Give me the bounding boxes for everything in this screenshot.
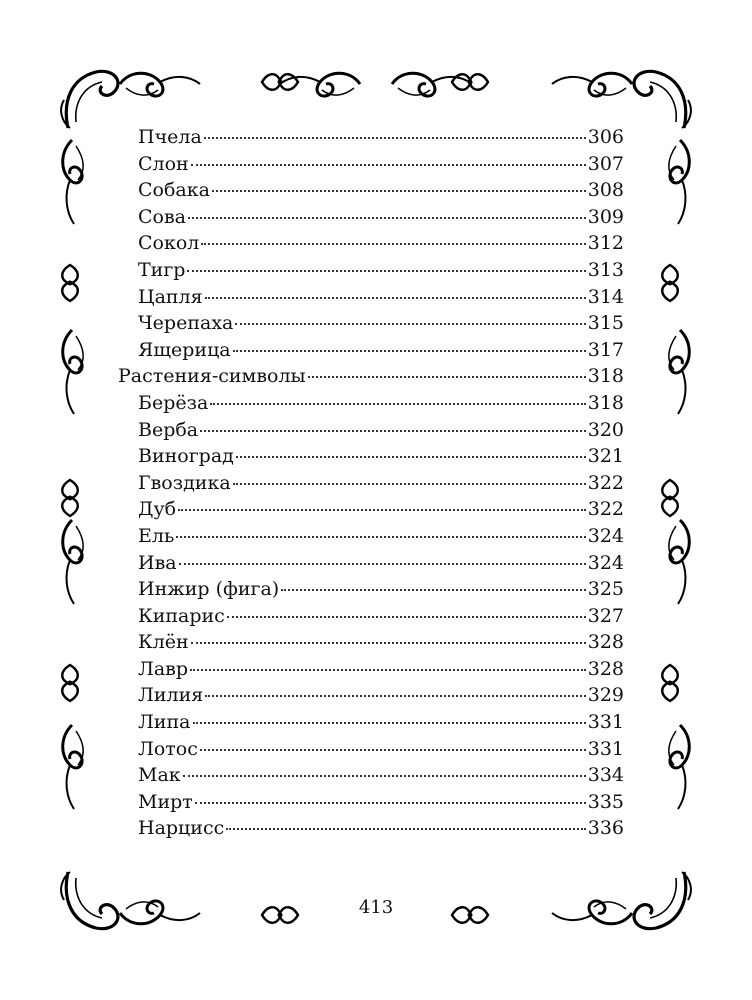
toc-page-number: 322	[587, 471, 624, 494]
toc-page-number: 320	[587, 418, 624, 441]
toc-entry	[118, 550, 624, 577]
toc-label: Дуб	[138, 498, 177, 521]
toc-page-number: 325	[587, 578, 624, 601]
toc-label: Мирт	[138, 790, 193, 813]
toc-label: Клён	[138, 631, 189, 654]
toc-page-number: 328	[587, 657, 624, 680]
toc-page-number: 334	[587, 764, 624, 787]
toc-entry	[118, 204, 624, 231]
dot-leader	[188, 217, 586, 219]
toc-label: Пчела	[138, 126, 202, 148]
dot-leader	[201, 243, 585, 245]
dot-leader	[190, 669, 586, 671]
toc-entry	[118, 337, 624, 364]
toc-entry	[118, 284, 624, 311]
toc-entry	[118, 124, 624, 151]
toc-entry	[118, 523, 624, 550]
toc-label: Ель	[138, 524, 175, 547]
dot-leader	[205, 297, 586, 299]
toc-entry	[118, 390, 624, 417]
toc-label: Верба	[138, 418, 199, 441]
toc-entry	[118, 443, 624, 470]
toc-page-number: 318	[587, 365, 624, 388]
toc-entry	[118, 736, 624, 763]
dot-leader	[191, 164, 586, 166]
toc-page-number: 315	[587, 312, 624, 335]
dot-leader	[226, 828, 586, 830]
toc-label: Сокол	[138, 232, 200, 255]
toc-label: Слон	[138, 152, 189, 175]
toc-page-number: 324	[587, 524, 624, 547]
toc-page-number: 331	[587, 711, 624, 734]
toc-label: Липа	[138, 711, 191, 734]
dot-leader	[193, 722, 586, 724]
toc-page-number: 329	[587, 684, 624, 707]
dot-leader	[233, 483, 586, 485]
dot-leader	[200, 749, 586, 751]
dot-leader	[183, 775, 586, 777]
toc-label: Берёза	[138, 391, 209, 414]
toc-page-number: 317	[587, 338, 624, 361]
toc-entry	[118, 230, 624, 257]
toc-label: Лотос	[138, 737, 198, 760]
toc-label: Виноград	[138, 445, 234, 468]
toc-label: Инжир (фига)	[138, 578, 280, 601]
toc-page-number: 314	[587, 285, 624, 308]
toc-page-number: 308	[587, 179, 624, 202]
toc-entry	[118, 576, 624, 603]
dot-leader	[227, 616, 586, 618]
toc-page-number: 331	[587, 737, 624, 760]
toc-page-number: 312	[587, 232, 624, 255]
dot-leader	[205, 695, 585, 697]
dot-leader	[236, 456, 586, 458]
toc-entry	[118, 417, 624, 444]
toc-label: Ящерица	[138, 338, 231, 361]
dot-leader	[187, 270, 585, 272]
toc-label: Собака	[138, 179, 210, 202]
dot-leader	[179, 563, 586, 565]
toc-label: Лавр	[138, 657, 189, 680]
toc-entry	[118, 762, 624, 789]
table-of-contents	[118, 124, 624, 842]
toc-label: Ива	[138, 551, 177, 574]
toc-page-number: 335	[587, 790, 624, 813]
page-number: 413	[358, 897, 394, 918]
toc-page-number: 328	[587, 631, 624, 654]
dot-leader	[191, 642, 586, 644]
toc-section-label: Растения-символы	[118, 365, 306, 388]
toc-page-number: 306	[587, 126, 624, 148]
toc-page-number: 313	[587, 258, 624, 281]
toc-entry	[118, 310, 624, 337]
toc-page-number: 318	[587, 391, 624, 414]
toc-label: Тигр	[138, 258, 186, 281]
toc-entry	[118, 470, 624, 497]
toc-page-number: 307	[587, 152, 624, 175]
toc-label: Кипарис	[138, 604, 225, 627]
toc-label: Лилия	[138, 684, 204, 707]
dot-leader	[195, 802, 586, 804]
dot-leader	[204, 137, 586, 139]
dot-leader	[210, 403, 585, 405]
toc-label: Цапля	[138, 285, 203, 308]
toc-label: Сова	[138, 205, 187, 228]
toc-page-number: 321	[587, 445, 624, 468]
toc-page-number: 322	[587, 498, 624, 521]
dot-leader	[235, 323, 585, 325]
toc-entry	[118, 177, 624, 204]
dot-leader	[178, 509, 586, 511]
toc-page-number: 327	[587, 604, 624, 627]
dot-leader	[200, 430, 586, 432]
toc-section-entry	[118, 363, 624, 390]
toc-page-number: 336	[587, 817, 624, 840]
dot-leader	[281, 589, 586, 591]
toc-entry	[118, 815, 624, 842]
toc-entry	[118, 656, 624, 683]
toc-label: Мак	[138, 764, 181, 787]
toc-entry	[118, 257, 624, 284]
toc-page-number: 309	[587, 205, 624, 228]
toc-label: Гвоздика	[138, 471, 231, 494]
toc-entry	[118, 603, 624, 630]
dot-leader	[176, 536, 585, 538]
dot-leader	[212, 190, 586, 192]
toc-label: Черепаха	[138, 312, 234, 335]
toc-entry	[118, 151, 624, 178]
toc-entry	[118, 629, 624, 656]
toc-page-number: 324	[587, 551, 624, 574]
toc-label: Нарцисс	[138, 817, 225, 840]
dot-leader	[233, 350, 586, 352]
toc-entry	[118, 789, 624, 816]
toc-entry	[118, 709, 624, 736]
toc-entry	[118, 682, 624, 709]
dot-leader	[308, 376, 586, 378]
toc-entry	[118, 496, 624, 523]
